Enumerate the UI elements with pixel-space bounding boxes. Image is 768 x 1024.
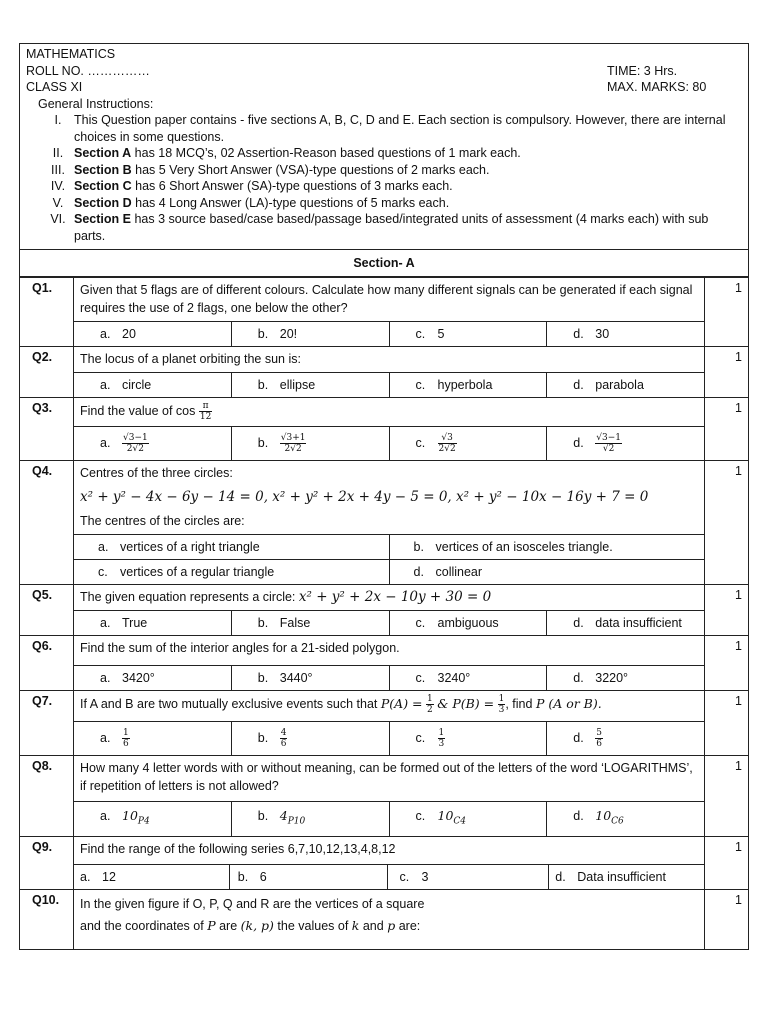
question-text: Given that 5 flags are of different colours. Calculate how many different signals can be generated if each signal requires the use of 2 flags, one below the other? <box>80 283 693 315</box>
option-b: b. ellipse <box>231 373 389 397</box>
marks: 1 <box>705 585 749 636</box>
circle-equation: x² + y² + 2x − 10y + 30 = 0 <box>298 589 492 605</box>
class-label: CLASS XI <box>26 80 83 94</box>
instructions-title: General Instructions: <box>38 96 154 111</box>
option-c: c. 3 <box>387 865 549 889</box>
instruction-item: IV. Section C has 6 Short Answer (SA)-type questions of 3 marks each. <box>50 179 453 193</box>
option-b: b. $\frac{√3+1}{2√2}$ <box>231 427 389 460</box>
option-c: c. hyperbola <box>389 373 547 397</box>
question-text: Find the sum of the interior angles for a 21-sided polygon. <box>80 641 400 655</box>
instruction-item: VI. Section E has 3 source based/case based/passage based/integrated units of assessment (4 marks each) with sub parts. <box>50 212 709 243</box>
option-c: c. 3240° <box>389 666 547 690</box>
marks: 1 <box>705 278 749 347</box>
instruction-item: II. Section A has 18 MCQ’s, 02 Assertion-Reason based questions of 1 mark each. <box>52 146 521 160</box>
question-number: Q2. <box>20 347 74 398</box>
question-text-2: The centres of the circles are: <box>80 514 245 528</box>
options-row <box>74 801 704 836</box>
options-row <box>74 321 704 346</box>
option-b: b. $4_{P10}$ <box>231 802 389 836</box>
question-row <box>20 691 749 756</box>
questions-table <box>19 277 749 950</box>
question-row <box>20 278 749 347</box>
options-row <box>74 721 704 755</box>
question-text: Centres of the three circles: <box>80 466 233 480</box>
option-b: b. 6 <box>229 865 387 889</box>
option-a: a. 20 <box>100 327 136 341</box>
subject-label: MATHEMATICS <box>26 47 116 61</box>
question-number: Q3. <box>20 398 74 461</box>
question-number: Q5. <box>20 585 74 636</box>
option-d: d. $\frac{√3-1}{√2}$ <box>546 427 704 460</box>
marks: 1 <box>705 398 749 461</box>
option-c: c. $10_{C4}$ <box>389 802 547 836</box>
option-a: a. $\frac{√3-1}{2√2}$ <box>100 433 148 454</box>
option-c: c. 5 <box>389 322 547 346</box>
option-c: c. vertices of a regular triangle <box>98 565 275 579</box>
question-number: Q10. <box>20 889 74 949</box>
marks: 1 <box>705 756 749 837</box>
option-a: a. $10_{P4}$ <box>100 808 150 827</box>
option-b: b. $\frac{4}{6}$ <box>231 722 389 755</box>
option-a: a. 3420° <box>100 671 155 685</box>
option-b: b. 20! <box>231 322 389 346</box>
question-text: In the given figure if O, P, Q and R are the vertices of a square and the coordinates of P are (k, p) the values of k and p are: <box>80 896 425 933</box>
question-paper <box>19 43 749 950</box>
option-d: d. $10_{C6}$ <box>546 802 704 836</box>
section-title: Section- A <box>19 250 749 277</box>
instruction-item: III. Section B has 5 Very Short Answer (VSA)-type questions of 2 marks each. <box>51 162 490 177</box>
option-d: d. $\frac{5}{6}$ <box>546 722 704 755</box>
instruction-item: V. Section D has 4 Long Answer (LA)-type questions of 5 marks each. <box>52 195 450 210</box>
question-row <box>20 756 749 837</box>
question-text: The locus of a planet orbiting the sun is: <box>80 352 301 366</box>
question-number: Q8. <box>20 756 74 837</box>
option-a: a. $\frac{1}{6}$ <box>100 728 129 749</box>
question-text: If A and B are two mutually exclusive events such that P(A) = $\frac{1}{2}$ & P(B) = $\frac{1}{3}$ , find P (A or B). <box>80 694 602 715</box>
option-c: c. ambiguous <box>389 611 547 635</box>
option-d: d. 3220° <box>546 666 704 690</box>
question-row <box>20 347 749 398</box>
marks: 1 <box>705 836 749 889</box>
option-d: d. Data insufficient <box>548 865 704 889</box>
question-number: Q1. <box>20 278 74 347</box>
option-d: d. collinear <box>389 560 705 584</box>
options-row <box>74 610 704 635</box>
question-text: Find the range of the following series 6,7,10,12,13,4,8,12 <box>80 841 396 856</box>
question-row <box>20 636 749 691</box>
option-c: c. $\frac{1}{3}$ <box>389 722 547 755</box>
question-text: Find the value of cos $\frac{\pi}{12}$ <box>80 401 212 422</box>
options-row <box>74 372 704 397</box>
options-row <box>74 559 704 584</box>
option-b: b. False <box>231 611 389 635</box>
circle-equations: x² + y² − 4x − 6y − 14 = 0, x² + y² + 2x + 4y − 5 = 0, x² + y² − 10x − 16y + 7 = 0 <box>80 489 649 505</box>
option-b: b. vertices of an isosceles triangle. <box>389 535 705 559</box>
question-number: Q7. <box>20 691 74 756</box>
option-d: d. data insufficient <box>546 611 704 635</box>
question-row <box>20 836 749 889</box>
question-row <box>20 461 749 585</box>
marks: 1 <box>705 347 749 398</box>
question-row <box>20 585 749 636</box>
option-a: a. True <box>100 616 148 630</box>
question-row <box>20 889 749 949</box>
roll-no-label: ROLL NO. …………… <box>26 63 150 78</box>
option-b: b. 3440° <box>231 666 389 690</box>
question-number: Q6. <box>20 636 74 691</box>
options-row <box>74 864 704 889</box>
options-row <box>74 665 704 690</box>
marks: 1 <box>705 461 749 585</box>
option-c: c. $\frac{√3}{2√2}$ <box>389 427 547 460</box>
general-instructions <box>26 96 742 245</box>
fraction: $\frac{\pi}{12}$ <box>199 401 212 422</box>
question-text: The given equation represents a circle: x² + y² + 2x − 10y + 30 = 0 <box>80 589 492 605</box>
option-d: d. parabola <box>546 373 704 397</box>
option-d: d. 30 <box>546 322 704 346</box>
marks: 1 <box>705 691 749 756</box>
option-a: a. circle <box>100 378 152 392</box>
instruction-item: I. This Question paper contains - five sections A, B, C, D and E. Each section is compulsory. However, there are internal choices in some questions. <box>54 113 726 144</box>
marks: 1 <box>705 889 749 949</box>
options-row <box>74 534 704 559</box>
marks: 1 <box>705 636 749 691</box>
question-text: How many 4 letter words with or without meaning, can be formed out of the letters of the word ‘LOGARITHMS’, if repetition of letters is not allowed? <box>80 761 693 793</box>
option-a: a. 12 <box>80 869 116 884</box>
options-row <box>74 426 704 460</box>
question-row <box>20 398 749 461</box>
option-a: a. vertices of a right triangle <box>98 540 260 554</box>
question-number: Q4. <box>20 461 74 585</box>
paper-header <box>19 43 749 250</box>
question-number: Q9. <box>20 836 74 889</box>
time-label: TIME: 3 Hrs. <box>607 63 678 78</box>
max-marks-label: MAX. MARKS: 80 <box>607 80 707 94</box>
